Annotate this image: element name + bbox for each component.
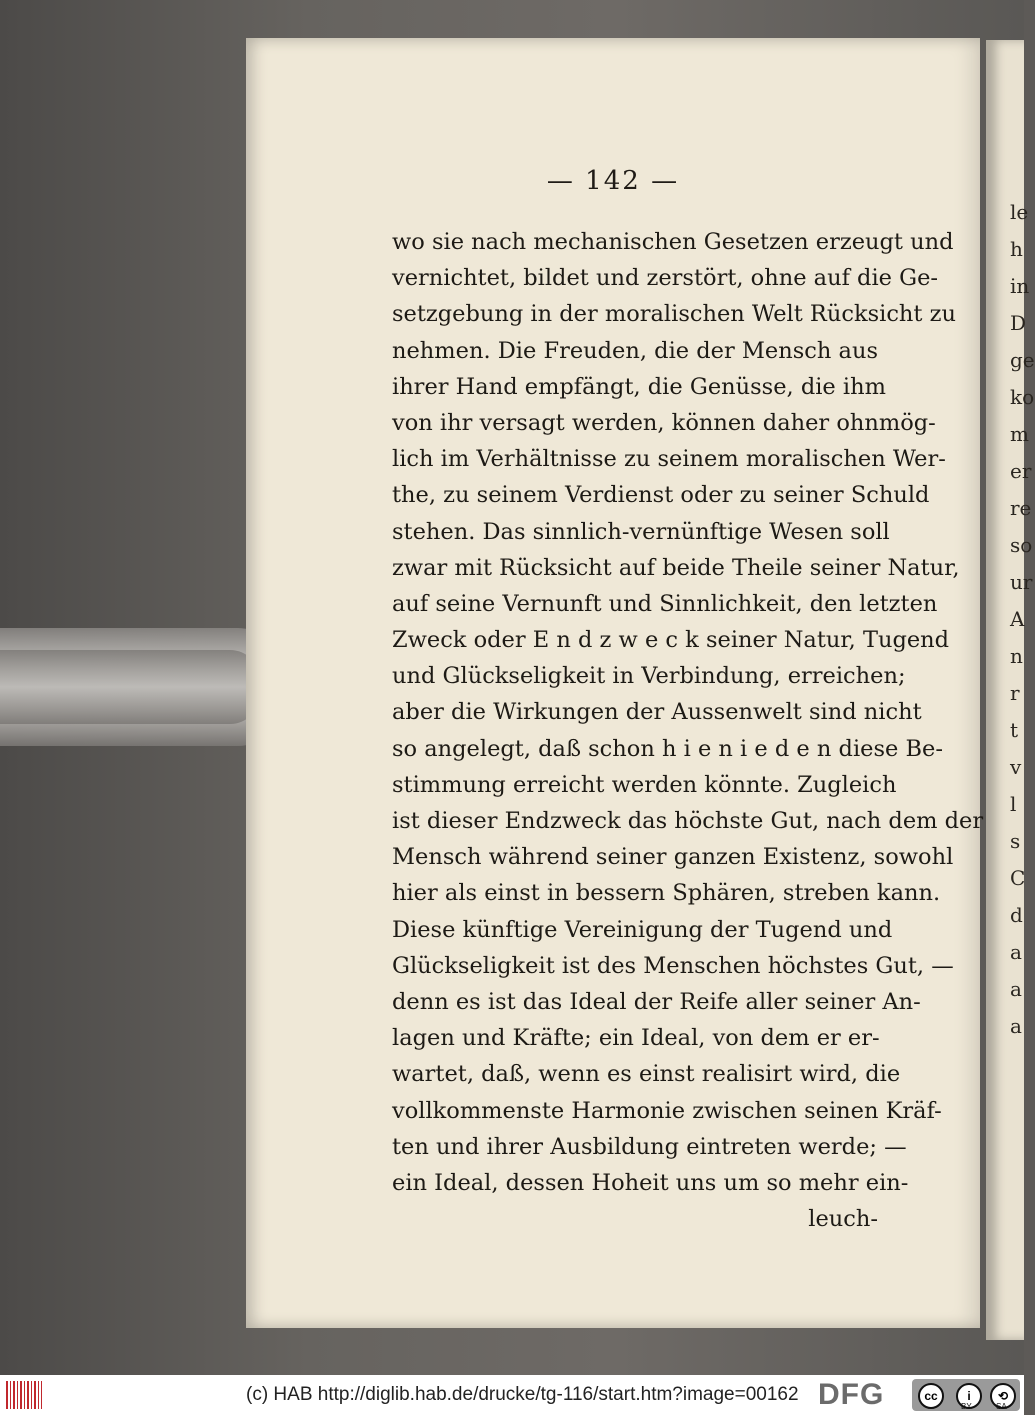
adjacent-page-fragment: ur xyxy=(1010,570,1033,594)
hab-logo-icon xyxy=(6,1381,42,1409)
text-line: von ihr versagt werden, können daher ohnmög- xyxy=(392,409,936,436)
text-line: aber die Wirkungen der Aussenwelt sind nicht xyxy=(392,699,922,726)
text-line: vernichtet, bildet und zerstört, ohne auf die Ge- xyxy=(392,265,939,292)
text-line: so angelegt, daß schon h i e n i e d e n diese Be- xyxy=(392,735,943,762)
adjacent-page-fragment: v xyxy=(1010,755,1022,779)
text-line: stimmung erreicht werden könnte. Zugleich xyxy=(392,771,897,798)
text-line: wo sie nach mechanischen Gesetzen erzeugt und xyxy=(392,229,954,255)
copyright-link[interactable]: (c) HAB http://diglib.hab.de/drucke/tg-116/start.htm?image=00162 xyxy=(246,1384,799,1405)
adjacent-page-fragment: le xyxy=(1010,200,1029,224)
text-line: und Glückseligkeit in Verbindung, erreichen; xyxy=(392,663,906,690)
adjacent-page-edge xyxy=(986,40,1035,1340)
text-line: nehmen. Die Freuden, die der Mensch aus xyxy=(392,337,878,364)
page-text xyxy=(392,224,984,1237)
sa-label: SA xyxy=(996,1402,1007,1411)
page-number: — 142 — xyxy=(546,166,680,196)
text-line: denn es ist das Ideal der Reife aller seiner An- xyxy=(392,988,921,1015)
text-line: Mensch während seiner ganzen Existenz, sowohl xyxy=(392,844,954,871)
adjacent-page-fragment: t xyxy=(1010,718,1019,742)
book-page xyxy=(246,38,984,1328)
text-line: lagen und Kräfte; ein Ideal, von dem er er- xyxy=(392,1025,880,1052)
text-line: setzgebung in der moralischen Welt Rücksicht zu xyxy=(392,301,956,328)
by-label: BY xyxy=(961,1402,972,1411)
text-line: ist dieser Endzweck das höchste Gut, nach dem der xyxy=(392,808,984,834)
cc-license-badge[interactable] xyxy=(912,1379,1020,1411)
adjacent-page-fragment: ge xyxy=(1010,348,1035,372)
text-line: Diese künftige Vereinigung der Tugend und xyxy=(392,916,893,943)
adjacent-page-fragment: re xyxy=(1010,496,1032,520)
adjacent-page-fragment: r xyxy=(1010,681,1020,705)
adjacent-page-fragment: d xyxy=(1010,903,1023,927)
adjacent-page-fragment: ko xyxy=(1010,385,1035,409)
text-line: stehen. Das sinnlich-vernünftige Wesen soll xyxy=(392,518,890,545)
text-line: Zweck oder E n d z w e c k seiner Natur, Tugend xyxy=(392,627,950,654)
adjacent-page-fragment: D xyxy=(1010,311,1027,335)
adjacent-page-fragment: so xyxy=(1010,533,1033,557)
footer-bar xyxy=(0,1375,1024,1415)
text-line: zwar mit Rücksicht auf beide Theile seiner Natur, xyxy=(392,554,960,581)
adjacent-page-fragment: l xyxy=(1010,792,1017,816)
by-icon: i xyxy=(956,1383,982,1409)
adjacent-page-fragment: C xyxy=(1010,866,1026,890)
text-line: ihrer Hand empfängt, die Genüsse, die ihm xyxy=(392,373,886,400)
text-line: wartet, daß, wenn es einst realisirt wird, die xyxy=(392,1061,901,1088)
adjacent-page-fragment: n xyxy=(1010,644,1023,668)
adjacent-page-fragment: a xyxy=(1010,1014,1022,1038)
text-line: lich im Verhältnisse zu seinem moralischen Wer- xyxy=(392,446,946,473)
adjacent-page-fragment: a xyxy=(1010,940,1022,964)
adjacent-page-fragment: A xyxy=(1010,607,1025,631)
text-line: vollkommenste Harmonie zwischen seinen Kräf- xyxy=(392,1097,942,1124)
adjacent-page-fragment: er xyxy=(1010,459,1032,483)
adjacent-page-fragment: m xyxy=(1010,422,1029,446)
text-line: the, zu seinem Verdienst oder zu seiner Schuld xyxy=(392,482,930,509)
adjacent-page-fragment: h xyxy=(1010,237,1023,261)
text-line: ten und ihrer Ausbildung eintreten werde; — xyxy=(392,1133,907,1160)
text-line: hier als einst in bessern Sphären, streben kann. xyxy=(392,880,941,907)
dfg-logo: DFG xyxy=(818,1378,885,1411)
catchword: leuch- xyxy=(808,1206,878,1233)
text-line: ein Ideal, dessen Hoheit uns um so mehr ein- xyxy=(392,1169,909,1196)
text-line: auf seine Vernunft und Sinnlichkeit, den letzten xyxy=(392,590,938,617)
book-clamp-shadow xyxy=(0,650,260,724)
sa-icon: ⟲ xyxy=(990,1383,1016,1409)
adjacent-page-fragment: s xyxy=(1010,829,1021,853)
text-line: Glückseligkeit ist des Menschen höchstes Gut, — xyxy=(392,952,954,979)
adjacent-page-fragment: in xyxy=(1010,274,1030,298)
adjacent-page-fragment: a xyxy=(1010,977,1022,1001)
cc-icon: cc xyxy=(918,1383,944,1409)
